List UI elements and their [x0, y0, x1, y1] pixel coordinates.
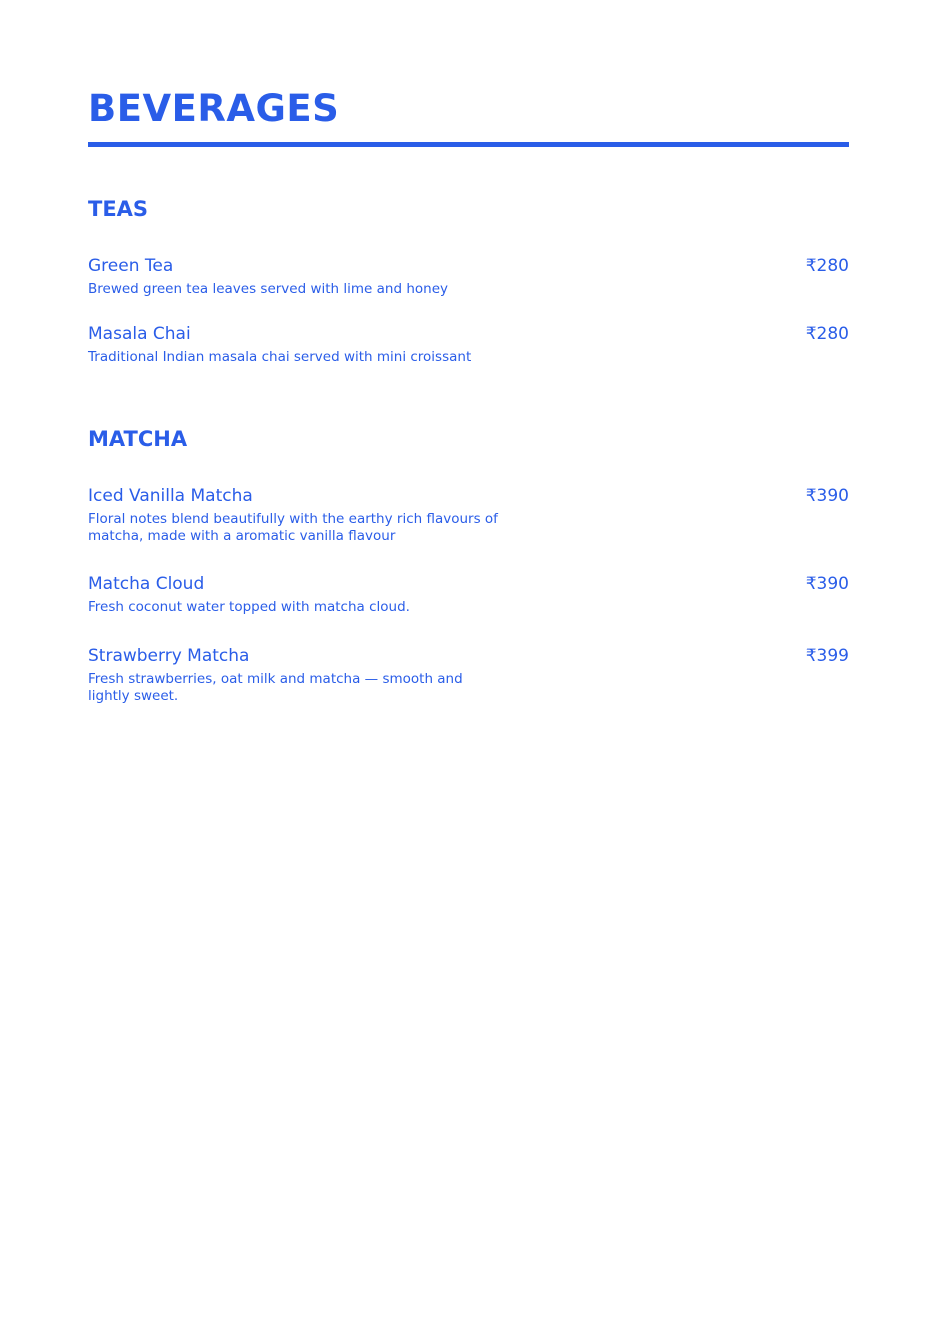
section-heading: MATCHA	[88, 427, 188, 451]
item-name: Matcha Cloud	[88, 574, 205, 594]
item-description: Brewed green tea leaves served with lime and honey	[88, 281, 449, 297]
section-teas	[88, 196, 849, 222]
item-description: Floral notes blend beautifully with the earthy rich flavours of matcha, made with a aromatic vanilla flavour	[88, 511, 498, 544]
item-price: ₹399	[805, 646, 849, 666]
page-title: BEVERAGES	[88, 87, 340, 130]
item-description: Fresh coconut water topped with matcha cloud.	[88, 599, 410, 615]
section-matcha	[88, 426, 849, 452]
item-price: ₹390	[805, 574, 849, 594]
item-price: ₹280	[805, 256, 849, 276]
item-description: Traditional Indian masala chai served with mini croissant	[88, 349, 472, 365]
item-description: Fresh strawberries, oat milk and matcha — smooth and lightly sweet.	[88, 671, 463, 704]
item-price: ₹390	[805, 486, 849, 506]
item-name: Masala Chai	[88, 324, 191, 344]
item-name: Iced Vanilla Matcha	[88, 486, 253, 506]
title-divider	[88, 142, 849, 147]
item-name: Strawberry Matcha	[88, 646, 250, 666]
item-name: Green Tea	[88, 256, 174, 276]
item-price: ₹280	[805, 324, 849, 344]
section-heading: TEAS	[88, 197, 149, 221]
